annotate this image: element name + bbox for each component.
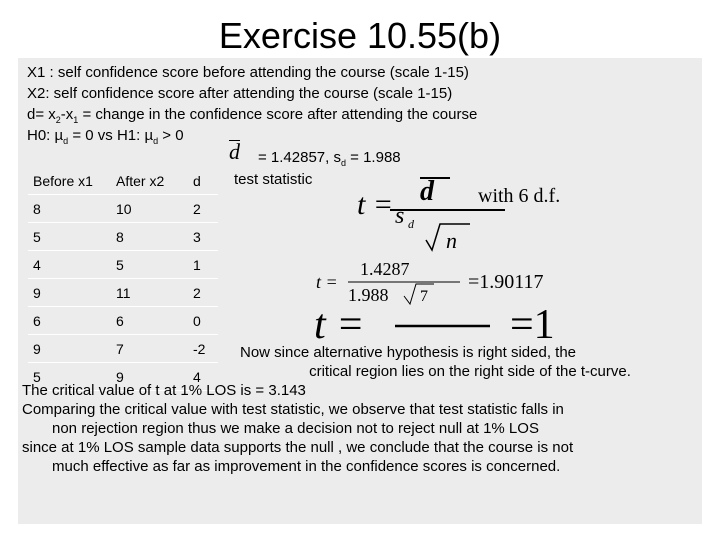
f2-numerator: 1.4287 bbox=[360, 259, 410, 279]
formula-graphic bbox=[300, 160, 600, 350]
cell-before: 9 bbox=[28, 279, 111, 307]
table-row bbox=[28, 279, 218, 307]
formula-3 bbox=[314, 302, 555, 348]
f3-lhs: t = bbox=[314, 302, 365, 348]
d-bar-symbol: d bbox=[229, 139, 240, 164]
cell-after: 8 bbox=[111, 223, 188, 251]
table-row bbox=[28, 195, 218, 223]
cell-d: 3 bbox=[188, 223, 218, 251]
header-after: After x2 bbox=[111, 167, 188, 195]
x1-definition: X1 : self confidence score before attending the course (scale 1-15) bbox=[27, 64, 469, 81]
cell-after: 9 bbox=[111, 363, 188, 391]
cell-before: 4 bbox=[28, 251, 111, 279]
d-definition: $d= x_2-x_1$ = change in the confidence score after attending the course bbox=[27, 106, 478, 125]
cell-after: 11 bbox=[111, 279, 188, 307]
f2-sqrt-sign bbox=[404, 284, 434, 304]
table-row bbox=[28, 223, 218, 251]
f3-result: =1 bbox=[510, 302, 555, 348]
final-line-1: since at 1% LOS sample data supports the null , we conclude that the course is not bbox=[22, 439, 574, 456]
formula-1 bbox=[357, 176, 560, 253]
conclusion-block bbox=[22, 343, 702, 476]
table-header-row bbox=[28, 167, 218, 195]
cell-before: 6 bbox=[28, 307, 111, 335]
f2-lhs: t = bbox=[316, 272, 338, 292]
test-statistic-label: test statistic bbox=[234, 171, 313, 188]
cell-d: 2 bbox=[188, 195, 218, 223]
hypotheses: H0: µ$_d$ = 0 vs H1: µ$_d$ > 0 bbox=[27, 127, 184, 146]
table-row bbox=[28, 307, 218, 335]
alternative-note-1: Now since alternative hypothesis is right sided, the bbox=[240, 344, 577, 361]
f1-denominator: s bbox=[395, 203, 405, 229]
final-line-2: much effective as far as improvement in the confidence scores is concerned. bbox=[52, 458, 561, 475]
cell-after: 10 bbox=[111, 195, 188, 223]
x2-definition: X2: self confidence score after attending the course (scale 1-15) bbox=[27, 85, 453, 102]
cell-before: 9 bbox=[28, 335, 111, 363]
cell-d: 0 bbox=[188, 307, 218, 335]
cell-before: 8 bbox=[28, 195, 111, 223]
f1-lhs: t = bbox=[357, 188, 394, 221]
f1-df: with 6 d.f. bbox=[478, 185, 561, 207]
definitions-block bbox=[27, 62, 707, 146]
cell-after: 5 bbox=[111, 251, 188, 279]
comparison-line-2: non rejection region thus we make a decision not to reject null at 1% LOS bbox=[52, 420, 539, 437]
cell-before: 5 bbox=[28, 223, 111, 251]
comparison-line-1: Comparing the critical value with test statistic, we observe that test statistic falls in bbox=[22, 401, 564, 418]
critical-value-line: The critical value of t at 1% LOS is = 3.143 bbox=[22, 382, 306, 399]
header-before: Before x1 bbox=[28, 167, 111, 195]
f1-numerator: d bbox=[420, 176, 434, 207]
f2-result: =1.90117 bbox=[468, 271, 544, 293]
slide-title: Exercise 10.55(b) bbox=[218, 15, 502, 56]
cell-d: 4 bbox=[188, 363, 218, 391]
f2-sqrt-value: 7 bbox=[420, 288, 428, 305]
cell-after: 7 bbox=[111, 335, 188, 363]
formula-2 bbox=[316, 259, 544, 305]
cell-d: -2 bbox=[188, 335, 218, 363]
summary-statistics: = 1.42857, $s_d = 1.988$ bbox=[258, 149, 401, 168]
cell-before: 5 bbox=[28, 363, 111, 391]
f1-denominator-sub: d bbox=[408, 217, 414, 231]
f2-denominator: 1.988 bbox=[348, 285, 389, 305]
header-d: d bbox=[188, 167, 218, 195]
table-row bbox=[28, 251, 218, 279]
cell-after: 6 bbox=[111, 307, 188, 335]
f1-sqrt-n: n bbox=[446, 228, 457, 253]
alternative-note-2: critical region lies on the right side of the t-curve. bbox=[309, 363, 631, 380]
cell-d: 1 bbox=[188, 251, 218, 279]
cell-d: 2 bbox=[188, 279, 218, 307]
